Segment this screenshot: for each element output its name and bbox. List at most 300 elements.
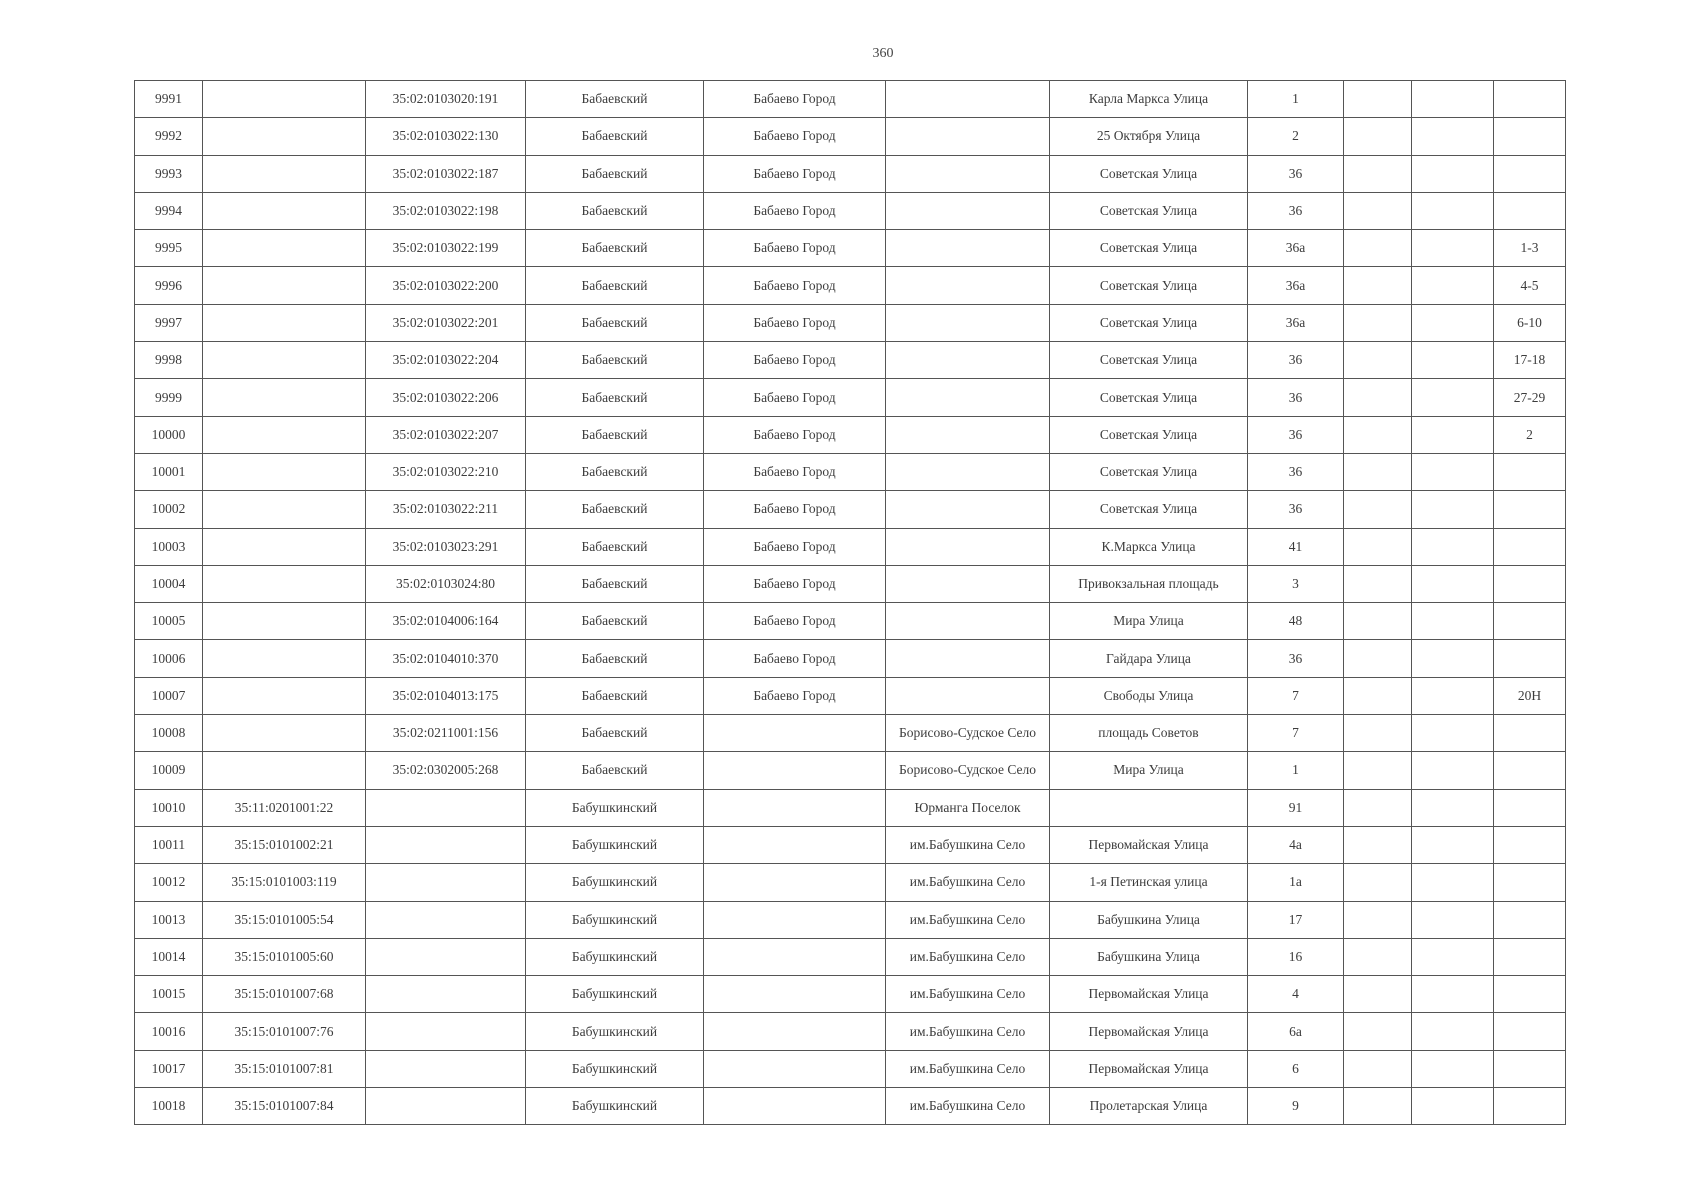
building-cell bbox=[1344, 304, 1412, 341]
structure-cell bbox=[1412, 1050, 1494, 1087]
district-cell: Бабаевский bbox=[526, 230, 704, 267]
cadastral-number-a-cell: 35:11:0201001:22 bbox=[203, 789, 366, 826]
building-cell bbox=[1344, 1050, 1412, 1087]
table-row bbox=[135, 715, 1566, 752]
cadastral-number-b-cell: 35:02:0103022:199 bbox=[366, 230, 526, 267]
building-cell bbox=[1344, 528, 1412, 565]
cadastral-number-b-cell: 35:02:0103022:204 bbox=[366, 342, 526, 379]
cadastral-number-a-cell bbox=[203, 603, 366, 640]
row-number-cell: 10002 bbox=[135, 491, 203, 528]
settlement-cell bbox=[886, 491, 1050, 528]
district-cell: Бабаевский bbox=[526, 677, 704, 714]
street-cell: Советская Улица bbox=[1050, 379, 1248, 416]
table-row bbox=[135, 192, 1566, 229]
cadastral-number-a-cell bbox=[203, 677, 366, 714]
house-cell: 36 bbox=[1248, 379, 1344, 416]
cadastral-number-a-cell: 35:15:0101007:81 bbox=[203, 1050, 366, 1087]
cadastral-number-a-cell bbox=[203, 491, 366, 528]
row-number-cell: 10017 bbox=[135, 1050, 203, 1087]
city-cell: Бабаево Город bbox=[704, 81, 886, 118]
district-cell: Бабаевский bbox=[526, 416, 704, 453]
street-cell: Свободы Улица bbox=[1050, 677, 1248, 714]
house-cell: 1 bbox=[1248, 81, 1344, 118]
cadastral-number-b-cell: 35:02:0104006:164 bbox=[366, 603, 526, 640]
house-cell: 4а bbox=[1248, 826, 1344, 863]
cadastral-number-a-cell bbox=[203, 752, 366, 789]
district-cell: Бабаевский bbox=[526, 715, 704, 752]
structure-cell bbox=[1412, 528, 1494, 565]
street-cell: 25 Октября Улица bbox=[1050, 118, 1248, 155]
row-number-cell: 10006 bbox=[135, 640, 203, 677]
apartment-cell bbox=[1494, 1088, 1566, 1125]
table-row bbox=[135, 342, 1566, 379]
city-cell bbox=[704, 789, 886, 826]
apartment-cell: 27-29 bbox=[1494, 379, 1566, 416]
house-cell: 6а bbox=[1248, 1013, 1344, 1050]
house-cell: 91 bbox=[1248, 789, 1344, 826]
city-cell bbox=[704, 976, 886, 1013]
building-cell bbox=[1344, 565, 1412, 602]
cadastral-number-a-cell bbox=[203, 304, 366, 341]
cadastral-number-b-cell: 35:02:0302005:268 bbox=[366, 752, 526, 789]
table-row bbox=[135, 155, 1566, 192]
settlement-cell: им.Бабушкина Село bbox=[886, 864, 1050, 901]
cadastral-number-a-cell bbox=[203, 230, 366, 267]
cadastral-number-b-cell bbox=[366, 901, 526, 938]
cadastral-number-a-cell bbox=[203, 155, 366, 192]
apartment-cell bbox=[1494, 118, 1566, 155]
structure-cell bbox=[1412, 1088, 1494, 1125]
street-cell: Советская Улица bbox=[1050, 304, 1248, 341]
cadastral-number-a-cell: 35:15:0101007:84 bbox=[203, 1088, 366, 1125]
city-cell: Бабаево Город bbox=[704, 528, 886, 565]
row-number-cell: 10016 bbox=[135, 1013, 203, 1050]
row-number-cell: 10013 bbox=[135, 901, 203, 938]
house-cell: 2 bbox=[1248, 118, 1344, 155]
apartment-cell bbox=[1494, 938, 1566, 975]
apartment-cell bbox=[1494, 640, 1566, 677]
settlement-cell: им.Бабушкина Село bbox=[886, 976, 1050, 1013]
apartment-cell bbox=[1494, 81, 1566, 118]
row-number-cell: 10007 bbox=[135, 677, 203, 714]
street-cell: Карла Маркса Улица bbox=[1050, 81, 1248, 118]
settlement-cell: им.Бабушкина Село bbox=[886, 901, 1050, 938]
row-number-cell: 9994 bbox=[135, 192, 203, 229]
district-cell: Бабаевский bbox=[526, 640, 704, 677]
house-cell: 1а bbox=[1248, 864, 1344, 901]
cadastral-number-b-cell: 35:02:0103022:200 bbox=[366, 267, 526, 304]
house-cell: 4 bbox=[1248, 976, 1344, 1013]
street-cell: Привокзальная площадь bbox=[1050, 565, 1248, 602]
apartment-cell bbox=[1494, 789, 1566, 826]
row-number-cell: 10004 bbox=[135, 565, 203, 602]
structure-cell bbox=[1412, 491, 1494, 528]
cadastral-number-b-cell bbox=[366, 826, 526, 863]
district-cell: Бабаевский bbox=[526, 304, 704, 341]
apartment-cell: 20Н bbox=[1494, 677, 1566, 714]
apartment-cell: 4-5 bbox=[1494, 267, 1566, 304]
cadastral-number-b-cell: 35:02:0104010:370 bbox=[366, 640, 526, 677]
cadastral-number-a-cell bbox=[203, 453, 366, 490]
building-cell bbox=[1344, 976, 1412, 1013]
cadastral-number-b-cell bbox=[366, 1013, 526, 1050]
row-number-cell: 9992 bbox=[135, 118, 203, 155]
street-cell: Советская Улица bbox=[1050, 192, 1248, 229]
city-cell: Бабаево Город bbox=[704, 565, 886, 602]
apartment-cell bbox=[1494, 901, 1566, 938]
cadastral-number-b-cell bbox=[366, 864, 526, 901]
street-cell: Первомайская Улица bbox=[1050, 1050, 1248, 1087]
apartment-cell bbox=[1494, 826, 1566, 863]
house-cell: 36 bbox=[1248, 342, 1344, 379]
row-number-cell: 9991 bbox=[135, 81, 203, 118]
cadastral-number-b-cell bbox=[366, 938, 526, 975]
registry-body bbox=[135, 81, 1566, 1125]
cadastral-number-a-cell bbox=[203, 267, 366, 304]
row-number-cell: 10011 bbox=[135, 826, 203, 863]
house-cell: 6 bbox=[1248, 1050, 1344, 1087]
city-cell: Бабаево Город bbox=[704, 416, 886, 453]
structure-cell bbox=[1412, 603, 1494, 640]
city-cell: Бабаево Город bbox=[704, 192, 886, 229]
table-row bbox=[135, 118, 1566, 155]
cadastral-number-a-cell: 35:15:0101003:119 bbox=[203, 864, 366, 901]
cadastral-number-a-cell bbox=[203, 416, 366, 453]
street-cell: Мира Улица bbox=[1050, 752, 1248, 789]
settlement-cell bbox=[886, 677, 1050, 714]
street-cell: Советская Улица bbox=[1050, 155, 1248, 192]
apartment-cell bbox=[1494, 1013, 1566, 1050]
cadastral-number-a-cell bbox=[203, 342, 366, 379]
table-row bbox=[135, 938, 1566, 975]
table-row bbox=[135, 976, 1566, 1013]
city-cell bbox=[704, 1050, 886, 1087]
cadastral-number-b-cell: 35:02:0103024:80 bbox=[366, 565, 526, 602]
structure-cell bbox=[1412, 192, 1494, 229]
house-cell: 36 bbox=[1248, 416, 1344, 453]
city-cell: Бабаево Город bbox=[704, 342, 886, 379]
apartment-cell bbox=[1494, 752, 1566, 789]
structure-cell bbox=[1412, 304, 1494, 341]
district-cell: Бабушкинский bbox=[526, 826, 704, 863]
building-cell bbox=[1344, 267, 1412, 304]
building-cell bbox=[1344, 640, 1412, 677]
street-cell bbox=[1050, 789, 1248, 826]
table-row bbox=[135, 640, 1566, 677]
table-row bbox=[135, 1050, 1566, 1087]
building-cell bbox=[1344, 901, 1412, 938]
row-number-cell: 9995 bbox=[135, 230, 203, 267]
city-cell bbox=[704, 715, 886, 752]
building-cell bbox=[1344, 1088, 1412, 1125]
street-cell: Пролетарская Улица bbox=[1050, 1088, 1248, 1125]
row-number-cell: 10010 bbox=[135, 789, 203, 826]
house-cell: 36 bbox=[1248, 155, 1344, 192]
house-cell: 36а bbox=[1248, 230, 1344, 267]
structure-cell bbox=[1412, 416, 1494, 453]
city-cell: Бабаево Город bbox=[704, 118, 886, 155]
city-cell: Бабаево Город bbox=[704, 453, 886, 490]
apartment-cell bbox=[1494, 192, 1566, 229]
cadastral-number-a-cell bbox=[203, 565, 366, 602]
district-cell: Бабаевский bbox=[526, 81, 704, 118]
house-cell: 7 bbox=[1248, 715, 1344, 752]
district-cell: Бабаевский bbox=[526, 118, 704, 155]
cadastral-number-a-cell: 35:15:0101007:68 bbox=[203, 976, 366, 1013]
house-cell: 41 bbox=[1248, 528, 1344, 565]
settlement-cell bbox=[886, 342, 1050, 379]
street-cell: Бабушкина Улица bbox=[1050, 938, 1248, 975]
district-cell: Бабаевский bbox=[526, 155, 704, 192]
row-number-cell: 10005 bbox=[135, 603, 203, 640]
district-cell: Бабаевский bbox=[526, 342, 704, 379]
apartment-cell: 1-3 bbox=[1494, 230, 1566, 267]
settlement-cell: им.Бабушкина Село bbox=[886, 1088, 1050, 1125]
registry-table bbox=[134, 80, 1566, 1125]
settlement-cell: Борисово-Судское Село bbox=[886, 752, 1050, 789]
table-row bbox=[135, 901, 1566, 938]
settlement-cell: им.Бабушкина Село bbox=[886, 1013, 1050, 1050]
city-cell: Бабаево Город bbox=[704, 677, 886, 714]
structure-cell bbox=[1412, 1013, 1494, 1050]
house-cell: 9 bbox=[1248, 1088, 1344, 1125]
settlement-cell bbox=[886, 81, 1050, 118]
city-cell: Бабаево Город bbox=[704, 155, 886, 192]
house-cell: 36а bbox=[1248, 267, 1344, 304]
settlement-cell: Юрманга Поселок bbox=[886, 789, 1050, 826]
building-cell bbox=[1344, 416, 1412, 453]
cadastral-number-a-cell: 35:15:0101007:76 bbox=[203, 1013, 366, 1050]
structure-cell bbox=[1412, 864, 1494, 901]
street-cell: Мира Улица bbox=[1050, 603, 1248, 640]
cadastral-number-a-cell: 35:15:0101005:60 bbox=[203, 938, 366, 975]
settlement-cell bbox=[886, 603, 1050, 640]
structure-cell bbox=[1412, 826, 1494, 863]
city-cell: Бабаево Город bbox=[704, 230, 886, 267]
cadastral-number-a-cell bbox=[203, 379, 366, 416]
city-cell bbox=[704, 752, 886, 789]
district-cell: Бабушкинский bbox=[526, 1050, 704, 1087]
cadastral-number-a-cell bbox=[203, 640, 366, 677]
district-cell: Бабаевский bbox=[526, 603, 704, 640]
building-cell bbox=[1344, 118, 1412, 155]
district-cell: Бабаевский bbox=[526, 565, 704, 602]
settlement-cell bbox=[886, 192, 1050, 229]
district-cell: Бабаевский bbox=[526, 267, 704, 304]
cadastral-number-a-cell bbox=[203, 192, 366, 229]
cadastral-number-b-cell: 35:02:0211001:156 bbox=[366, 715, 526, 752]
cadastral-number-b-cell bbox=[366, 789, 526, 826]
table-row bbox=[135, 379, 1566, 416]
cadastral-number-b-cell: 35:02:0103022:198 bbox=[366, 192, 526, 229]
row-number-cell: 10014 bbox=[135, 938, 203, 975]
apartment-cell: 17-18 bbox=[1494, 342, 1566, 379]
settlement-cell: Борисово-Судское Село bbox=[886, 715, 1050, 752]
cadastral-number-a-cell: 35:15:0101002:21 bbox=[203, 826, 366, 863]
district-cell: Бабушкинский bbox=[526, 1088, 704, 1125]
settlement-cell: им.Бабушкина Село bbox=[886, 1050, 1050, 1087]
city-cell bbox=[704, 1088, 886, 1125]
building-cell bbox=[1344, 453, 1412, 490]
building-cell bbox=[1344, 677, 1412, 714]
table-row bbox=[135, 267, 1566, 304]
district-cell: Бабушкинский bbox=[526, 864, 704, 901]
street-cell: К.Маркса Улица bbox=[1050, 528, 1248, 565]
table-row bbox=[135, 752, 1566, 789]
cadastral-number-a-cell bbox=[203, 81, 366, 118]
house-cell: 3 bbox=[1248, 565, 1344, 602]
page-number: 360 bbox=[872, 46, 894, 61]
cadastral-number-b-cell: 35:02:0103022:207 bbox=[366, 416, 526, 453]
table-row bbox=[135, 677, 1566, 714]
building-cell bbox=[1344, 342, 1412, 379]
row-number-cell: 9998 bbox=[135, 342, 203, 379]
city-cell bbox=[704, 864, 886, 901]
cadastral-number-b-cell: 35:02:0103023:291 bbox=[366, 528, 526, 565]
structure-cell bbox=[1412, 938, 1494, 975]
city-cell: Бабаево Город bbox=[704, 491, 886, 528]
row-number-cell: 10009 bbox=[135, 752, 203, 789]
table-row bbox=[135, 603, 1566, 640]
street-cell: Гайдара Улица bbox=[1050, 640, 1248, 677]
district-cell: Бабушкинский bbox=[526, 901, 704, 938]
cadastral-number-b-cell: 35:02:0103022:201 bbox=[366, 304, 526, 341]
settlement-cell: им.Бабушкина Село bbox=[886, 826, 1050, 863]
structure-cell bbox=[1412, 267, 1494, 304]
street-cell: Советская Улица bbox=[1050, 416, 1248, 453]
street-cell: Первомайская Улица bbox=[1050, 976, 1248, 1013]
cadastral-number-a-cell bbox=[203, 715, 366, 752]
structure-cell bbox=[1412, 752, 1494, 789]
district-cell: Бабаевский bbox=[526, 192, 704, 229]
row-number-cell: 10008 bbox=[135, 715, 203, 752]
house-cell: 36 bbox=[1248, 640, 1344, 677]
city-cell: Бабаево Город bbox=[704, 640, 886, 677]
structure-cell bbox=[1412, 118, 1494, 155]
house-cell: 36а bbox=[1248, 304, 1344, 341]
building-cell bbox=[1344, 603, 1412, 640]
street-cell: Советская Улица bbox=[1050, 491, 1248, 528]
street-cell: Первомайская Улица bbox=[1050, 1013, 1248, 1050]
district-cell: Бабаевский bbox=[526, 752, 704, 789]
district-cell: Бабушкинский bbox=[526, 789, 704, 826]
cadastral-number-a-cell bbox=[203, 118, 366, 155]
structure-cell bbox=[1412, 789, 1494, 826]
structure-cell bbox=[1412, 342, 1494, 379]
city-cell bbox=[704, 901, 886, 938]
structure-cell bbox=[1412, 81, 1494, 118]
table-row bbox=[135, 416, 1566, 453]
district-cell: Бабаевский bbox=[526, 453, 704, 490]
row-number-cell: 10018 bbox=[135, 1088, 203, 1125]
structure-cell bbox=[1412, 640, 1494, 677]
house-cell: 16 bbox=[1248, 938, 1344, 975]
table-row bbox=[135, 1013, 1566, 1050]
cadastral-number-b-cell bbox=[366, 1088, 526, 1125]
structure-cell bbox=[1412, 155, 1494, 192]
structure-cell bbox=[1412, 901, 1494, 938]
settlement-cell bbox=[886, 155, 1050, 192]
city-cell bbox=[704, 826, 886, 863]
city-cell: Бабаево Город bbox=[704, 379, 886, 416]
settlement-cell bbox=[886, 230, 1050, 267]
structure-cell bbox=[1412, 230, 1494, 267]
settlement-cell bbox=[886, 267, 1050, 304]
street-cell: площадь Советов bbox=[1050, 715, 1248, 752]
table-row bbox=[135, 491, 1566, 528]
street-cell: Советская Улица bbox=[1050, 342, 1248, 379]
settlement-cell bbox=[886, 565, 1050, 602]
settlement-cell bbox=[886, 304, 1050, 341]
apartment-cell bbox=[1494, 528, 1566, 565]
district-cell: Бабушкинский bbox=[526, 938, 704, 975]
street-cell: 1-я Петинская улица bbox=[1050, 864, 1248, 901]
building-cell bbox=[1344, 789, 1412, 826]
cadastral-number-b-cell: 35:02:0103022:130 bbox=[366, 118, 526, 155]
street-cell: Первомайская Улица bbox=[1050, 826, 1248, 863]
building-cell bbox=[1344, 230, 1412, 267]
apartment-cell bbox=[1494, 715, 1566, 752]
building-cell bbox=[1344, 379, 1412, 416]
table-row bbox=[135, 789, 1566, 826]
building-cell bbox=[1344, 192, 1412, 229]
row-number-cell: 10001 bbox=[135, 453, 203, 490]
apartment-cell: 6-10 bbox=[1494, 304, 1566, 341]
apartment-cell bbox=[1494, 1050, 1566, 1087]
building-cell bbox=[1344, 826, 1412, 863]
table-row bbox=[135, 565, 1566, 602]
house-cell: 7 bbox=[1248, 677, 1344, 714]
house-cell: 36 bbox=[1248, 453, 1344, 490]
city-cell bbox=[704, 938, 886, 975]
building-cell bbox=[1344, 491, 1412, 528]
table-row bbox=[135, 826, 1566, 863]
street-cell: Бабушкина Улица bbox=[1050, 901, 1248, 938]
city-cell: Бабаево Город bbox=[704, 304, 886, 341]
apartment-cell bbox=[1494, 453, 1566, 490]
cadastral-number-b-cell: 35:02:0104013:175 bbox=[366, 677, 526, 714]
building-cell bbox=[1344, 938, 1412, 975]
settlement-cell bbox=[886, 416, 1050, 453]
table-row bbox=[135, 453, 1566, 490]
street-cell: Советская Улица bbox=[1050, 267, 1248, 304]
house-cell: 17 bbox=[1248, 901, 1344, 938]
row-number-cell: 9993 bbox=[135, 155, 203, 192]
cadastral-number-a-cell: 35:15:0101005:54 bbox=[203, 901, 366, 938]
apartment-cell bbox=[1494, 603, 1566, 640]
city-cell bbox=[704, 1013, 886, 1050]
row-number-cell: 9997 bbox=[135, 304, 203, 341]
settlement-cell bbox=[886, 640, 1050, 677]
district-cell: Бабаевский bbox=[526, 379, 704, 416]
cadastral-number-b-cell bbox=[366, 976, 526, 1013]
table-row bbox=[135, 1088, 1566, 1125]
house-cell: 48 bbox=[1248, 603, 1344, 640]
district-cell: Бабаевский bbox=[526, 491, 704, 528]
apartment-cell bbox=[1494, 976, 1566, 1013]
structure-cell bbox=[1412, 715, 1494, 752]
row-number-cell: 10003 bbox=[135, 528, 203, 565]
building-cell bbox=[1344, 864, 1412, 901]
row-number-cell: 9999 bbox=[135, 379, 203, 416]
cadastral-number-b-cell: 35:02:0103020:191 bbox=[366, 81, 526, 118]
table-row bbox=[135, 528, 1566, 565]
settlement-cell bbox=[886, 528, 1050, 565]
settlement-cell bbox=[886, 453, 1050, 490]
district-cell: Бабушкинский bbox=[526, 1013, 704, 1050]
structure-cell bbox=[1412, 677, 1494, 714]
row-number-cell: 10000 bbox=[135, 416, 203, 453]
